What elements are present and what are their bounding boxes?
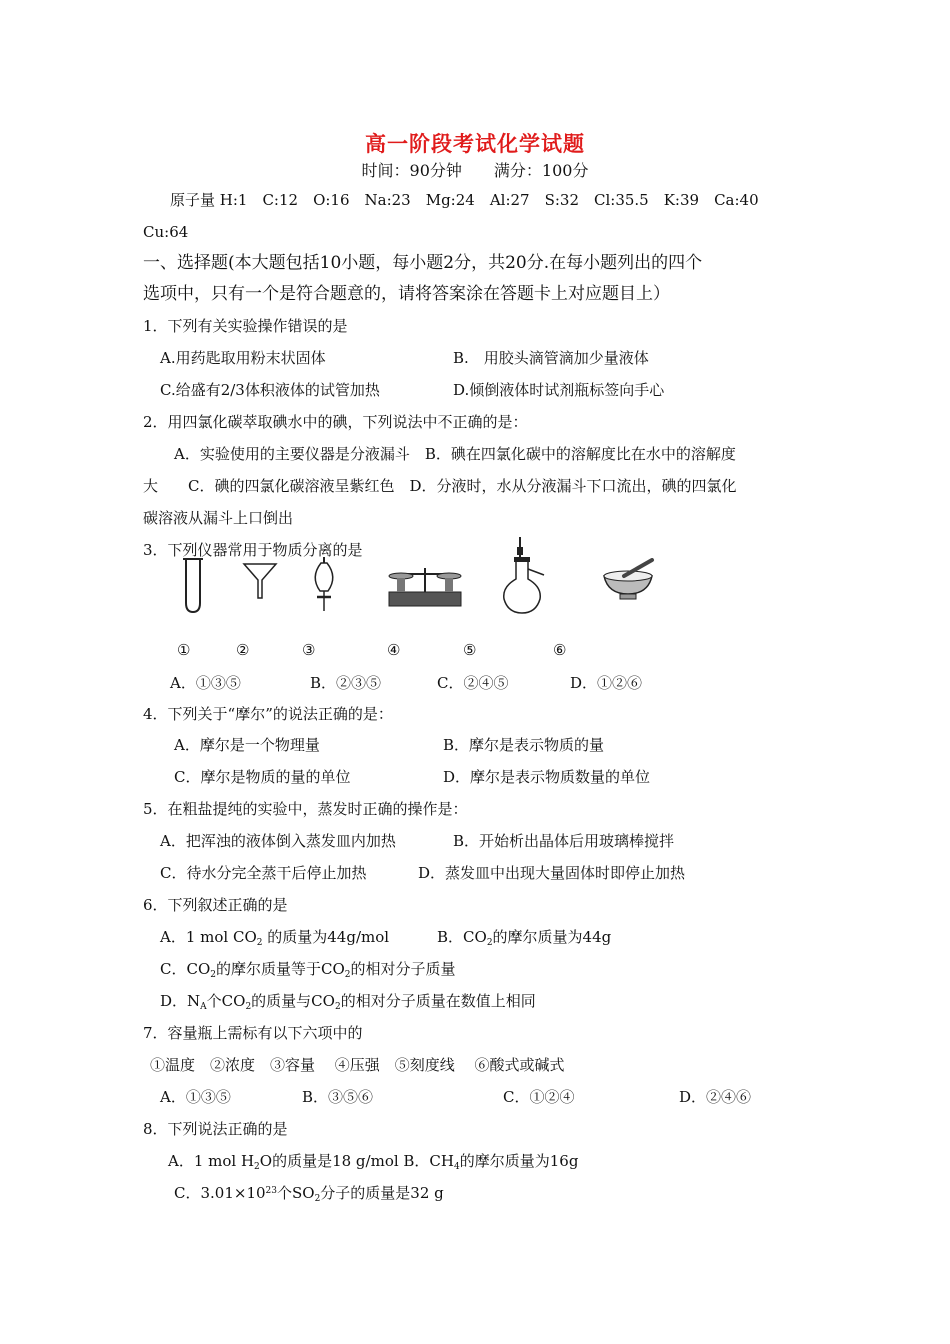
q7-option-d: D．②④⑥: [679, 1088, 752, 1106]
test-tube-image: [178, 555, 208, 615]
q2-line1: A．实验使用的主要仪器是分液漏斗 B．碘在四氯化碳中的溶解度比在水中的溶解度: [174, 445, 736, 463]
atomic-mass-line: 原子量 H:1 C:12 O:16 Na:23 Mg:24 Al:27 S:32 Cl:35.5 K:39 Ca:40: [170, 191, 759, 209]
q5-option-a: A．把浑浊的液体倒入蒸发皿内加热: [160, 832, 396, 850]
q4-option-c: C．摩尔是物质的量的单位: [174, 768, 351, 786]
q6-option-b: B．$CO_2$的摩尔质量为44g: [437, 928, 612, 948]
q1-option-d: D.倾倒液体时试剂瓶标签向手心: [453, 381, 665, 399]
q5-option-c: C．待水分完全蒸干后停止加热: [160, 864, 367, 882]
q8-option-c: C．$3.01\times 10^{23}$个$SO_2$分子的质量是32 g: [174, 1184, 444, 1204]
apparatus-label-4: ④: [387, 641, 401, 659]
apparatus-label-1: ①: [177, 641, 191, 659]
exam-info: 时间：90分钟 满分：100分: [361, 161, 589, 180]
q1-option-c: C.给盛有2/3体积液体的试管加热: [160, 381, 380, 399]
q3-option-a: A．①③⑤: [170, 674, 241, 692]
funnel-image: [240, 560, 280, 600]
apparatus-label-2: ②: [236, 641, 250, 659]
q8-stem: 8．下列说法正确的是: [143, 1120, 288, 1138]
q2-stem: 2．用四氯化碳萃取碘水中的碘，下列说法中不正确的是：: [143, 413, 528, 431]
q5-option-b: B．开始析出晶体后用玻璃棒搅拌: [453, 832, 675, 850]
q7-option-a: A．①③⑤: [160, 1088, 231, 1106]
q7-option-b: B．③⑤⑥: [302, 1088, 374, 1106]
q3-stem: 3．下列仪器常用于物质分离的是: [143, 541, 363, 559]
apparatus-label-6: ⑥: [553, 641, 567, 659]
separatory-funnel-image: [306, 555, 342, 613]
q1-option-a: A.用药匙取用粉末状固体: [160, 349, 326, 367]
apparatus-label-3: ③: [302, 641, 316, 659]
q6-option-d: D．$N_A$个$CO_2$的质量与$CO_2$的相对分子质量在数值上相同: [160, 992, 536, 1012]
q7-items: ①温度 ②浓度 ③容量 ④压强 ⑤刻度线 ⑥酸式或碱式: [150, 1056, 565, 1074]
q3-option-c: C．②④⑤: [437, 674, 509, 692]
distillation-flask-image: [498, 535, 548, 615]
q6-option-c: C．$CO_2$的摩尔质量等于$CO_2$的相对分子质量: [160, 960, 456, 980]
mortar-pestle-image: [598, 558, 658, 603]
q6-stem: 6．下列叙述正确的是: [143, 896, 288, 914]
q6-option-a: A．1 mol $CO_2$ 的质量为44g/mol: [160, 928, 390, 948]
q2-line3: 碳溶液从漏斗上口倒出: [143, 509, 294, 527]
page-title: 高一阶段考试化学试题: [365, 132, 585, 156]
q3-option-b: B．②③⑤: [310, 674, 382, 692]
balance-image: [385, 560, 465, 610]
q3-option-d: D．①②⑥: [570, 674, 643, 692]
q1-option-b: B. 用胶头滴管滴加少量液体: [453, 349, 649, 367]
q8-option-ab: A．1 mol $H_2O$的质量是18 g/mol B．$CH_4$的摩尔质量为16g: [168, 1152, 579, 1172]
q4-option-d: D．摩尔是表示物质数量的单位: [443, 768, 651, 786]
q2-line2: 大 C．碘的四氯化碳溶液呈紫红色 D．分液时，水从分液漏斗下口流出，碘的四氯化: [143, 477, 737, 495]
q4-option-a: A．摩尔是一个物理量: [174, 736, 320, 754]
q7-option-c: C．①②④: [503, 1088, 575, 1106]
q5-stem: 5．在粗盐提纯的实验中，蒸发时正确的操作是：: [143, 800, 468, 818]
section-heading-line1: 一、选择题(本大题包括10小题，每小题2分，共20分.在每小题列出的四个: [143, 253, 703, 273]
q5-option-d: D．蒸发皿中出现大量固体时即停止加热: [418, 864, 686, 882]
q1-stem: 1．下列有关实验操作错误的是: [143, 317, 348, 335]
atomic-mass-wrap: Cu:64: [143, 223, 189, 241]
q4-stem: 4．下列关于“摩尔”的说法正确的是：: [143, 705, 393, 723]
section-heading-line2: 选项中，只有一个是符合题意的，请将答案涂在答题卡上对应题目上）: [143, 284, 670, 304]
apparatus-label-5: ⑤: [463, 641, 477, 659]
q7-stem: 7．容量瓶上需标有以下六项中的: [143, 1024, 363, 1042]
q4-option-b: B．摩尔是表示物质的量: [443, 736, 605, 754]
